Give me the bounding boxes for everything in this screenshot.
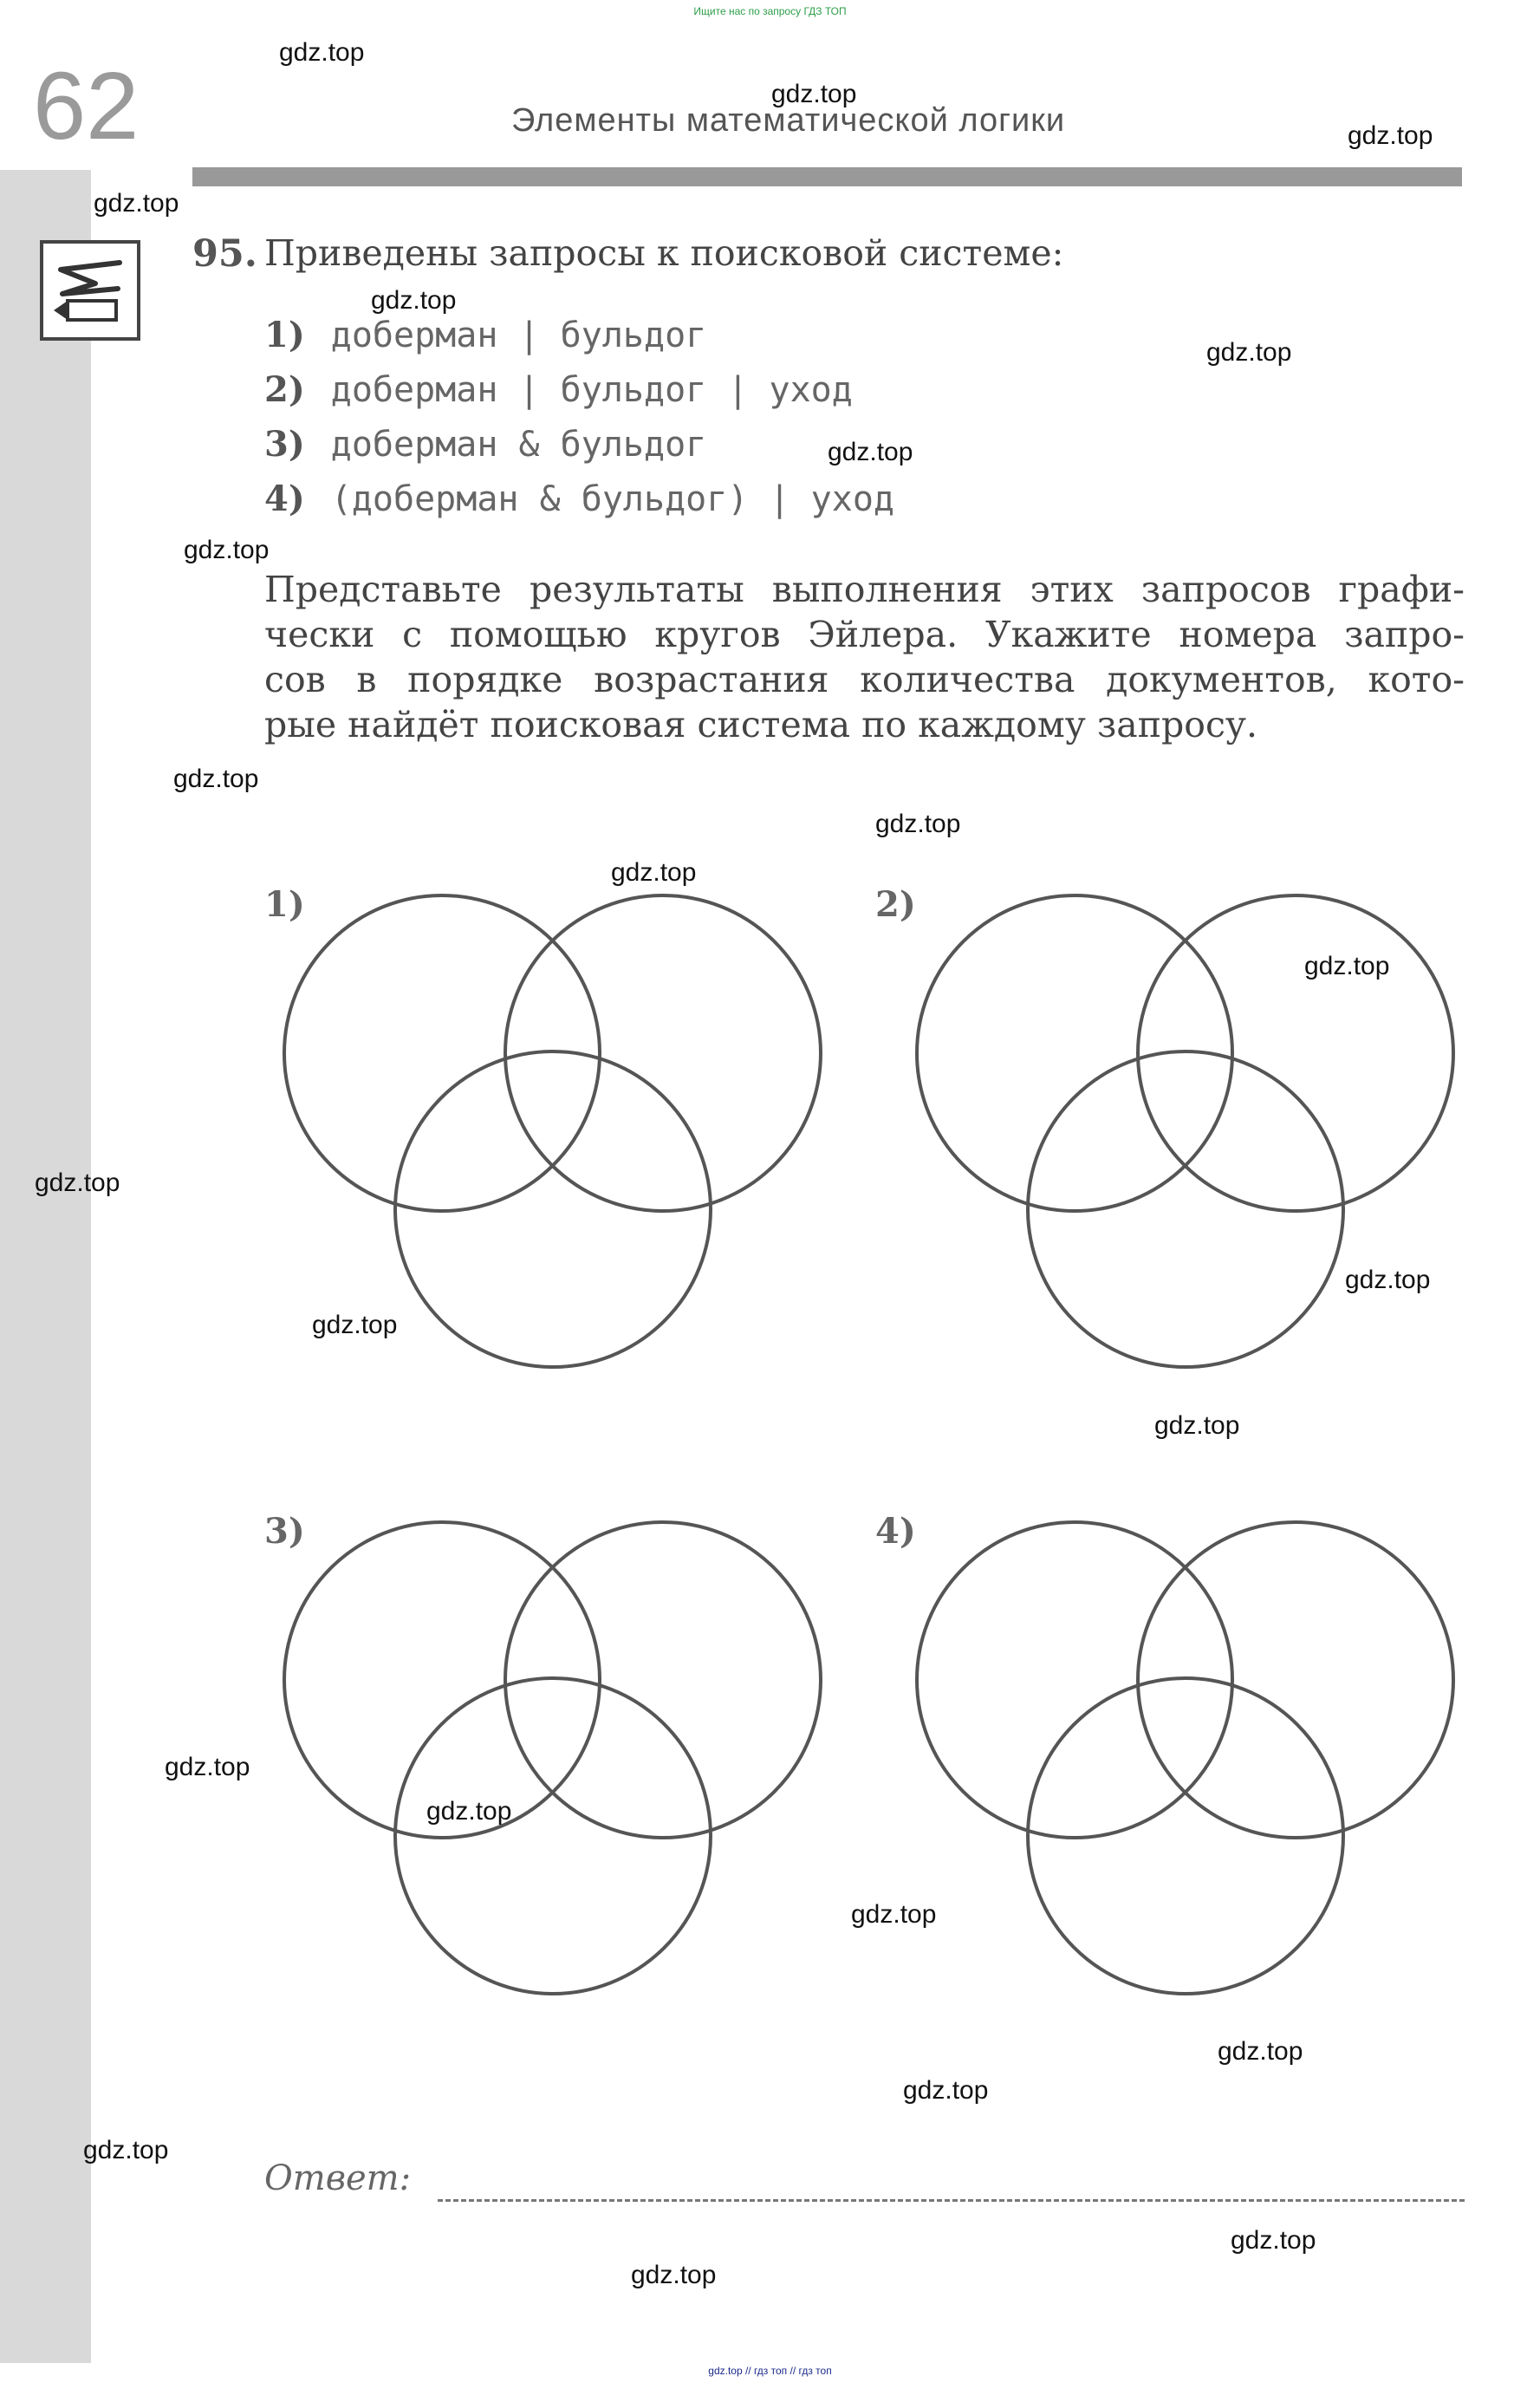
diagram-2-label: 2) (875, 884, 916, 925)
query-item (264, 424, 706, 465)
page-number: 62 (33, 53, 140, 159)
instruction-line: чески с помощью кругов Эйлера. Укажите номера запро- (264, 614, 1465, 655)
diagram-4-label: 4) (875, 1511, 916, 1552)
watermark: gdz.top (83, 2136, 169, 2164)
watermark: gdz.top (279, 38, 365, 67)
answer-label: Ответ: (264, 2158, 412, 2198)
watermark: gdz.top (1206, 338, 1292, 367)
query-text: доберман & бульдог (330, 425, 707, 465)
watermark: gdz.top (426, 1797, 512, 1826)
watermark: gdz.top (1231, 2226, 1316, 2255)
header-divider (192, 167, 1462, 186)
footer-note: gdz.top // гдз топ // гдз топ (708, 2365, 832, 2377)
query-item (264, 315, 706, 355)
watermark: gdz.top (173, 765, 259, 793)
watermark: gdz.top (631, 2261, 717, 2289)
watermark: gdz.top (611, 858, 697, 887)
instruction-line: Представьте результаты выполнения этих запросов графи- (264, 569, 1465, 610)
query-number: 1) (264, 315, 305, 355)
venn-diagram-4[interactable] (910, 1511, 1482, 2014)
query-text: доберман | бульдог (330, 316, 707, 355)
diagram-1-label: 1) (264, 884, 305, 925)
query-number: 4) (264, 478, 305, 519)
chapter-title: Элементы математической логики (511, 102, 1066, 139)
watermark: gdz.top (371, 286, 457, 315)
task-title: Приведены запросы к поисковой системе: (264, 232, 1064, 274)
watermark: gdz.top (1218, 2037, 1303, 2066)
watermark: gdz.top (851, 1900, 937, 1929)
watermark: gdz.top (312, 1311, 398, 1339)
watermark: gdz.top (35, 1168, 120, 1197)
top-note: Ищите нас по запросу ГДЗ ТОП (693, 5, 847, 17)
query-item (264, 478, 894, 519)
venn-diagram-2[interactable] (910, 884, 1482, 1387)
watermark: gdz.top (1304, 952, 1390, 980)
query-text: доберман | бульдог | уход (330, 370, 853, 410)
watermark: gdz.top (828, 438, 913, 466)
watermark: gdz.top (1345, 1266, 1431, 1294)
watermark: gdz.top (94, 189, 179, 218)
watermark: gdz.top (875, 810, 961, 838)
watermark: gdz.top (165, 1753, 250, 1781)
pencil-icon (40, 240, 140, 341)
diagram-3-label: 3) (264, 1511, 305, 1552)
watermark: gdz.top (903, 2076, 989, 2105)
query-item (264, 369, 853, 410)
watermark: gdz.top (1154, 1411, 1240, 1440)
watermark: gdz.top (771, 80, 857, 108)
instruction-line: рые найдёт поисковая система по каждому запросу. (264, 704, 1258, 745)
margin-strip (0, 170, 91, 2363)
query-text: (доберман & бульдог) | уход (330, 479, 894, 519)
instruction-line: сов в порядке возрастания количества документов, кото- (264, 659, 1465, 700)
query-number: 3) (264, 424, 305, 465)
task-instruction (264, 567, 1465, 747)
query-number: 2) (264, 369, 305, 410)
watermark: gdz.top (184, 536, 270, 564)
watermark: gdz.top (1348, 121, 1433, 150)
venn-diagram-3[interactable] (277, 1511, 849, 2014)
answer-field[interactable] (438, 2199, 1465, 2202)
task-number: 95. (192, 232, 257, 276)
